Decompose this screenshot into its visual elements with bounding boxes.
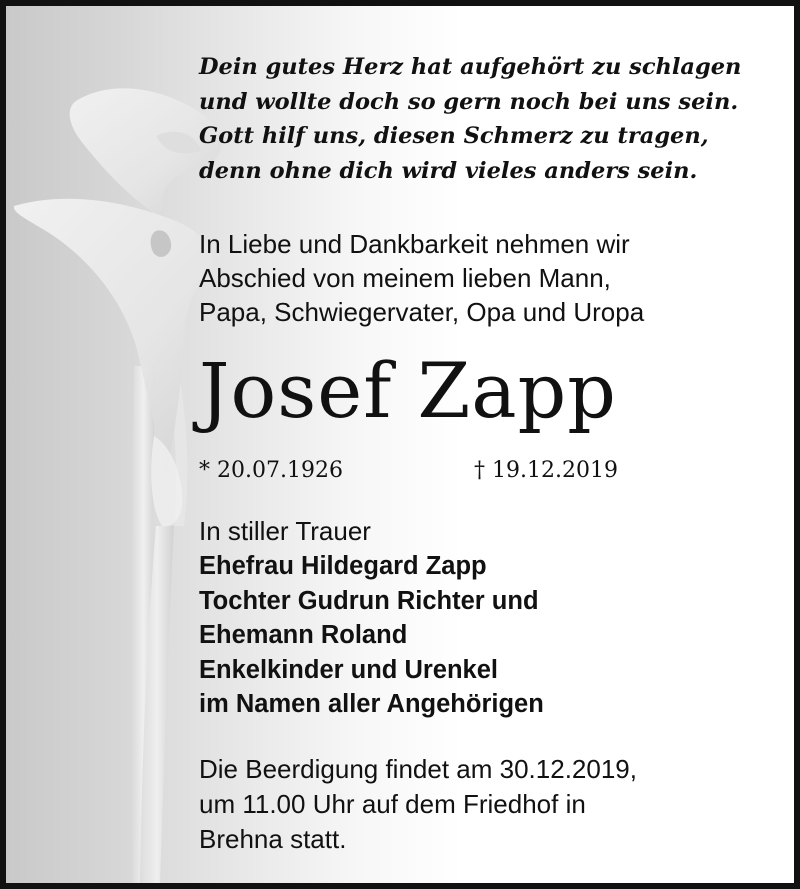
death-date: † 19.12.2019 xyxy=(474,458,618,483)
poem-line: und wollte doch so gern noch bei uns sein. xyxy=(199,88,739,115)
mourner-line: Enkelkinder und Urenkel xyxy=(199,655,499,684)
funeral-line: um 11.00 Uhr auf dem Friedhof in xyxy=(199,789,586,819)
farewell-intro xyxy=(199,227,644,329)
intro-line: Abschied von meinem lieben Mann, xyxy=(199,263,611,293)
mourner-line: im Namen aller Angehörigen xyxy=(199,690,544,718)
funeral-line: Brehna statt. xyxy=(199,824,347,854)
mourners-list xyxy=(199,549,544,722)
intro-line: In Liebe und Dankbarkeit nehmen wir xyxy=(199,229,630,259)
poem-line: denn ohne dich wird vieles anders sein. xyxy=(199,157,698,184)
poem-line: Dein gutes Herz hat aufgehört zu schlagen xyxy=(199,54,742,80)
mourner-line: Tochter Gudrun Richter und xyxy=(199,586,539,615)
funeral-notice xyxy=(199,752,637,857)
funeral-line: Die Beerdigung findet am 30.12.2019, xyxy=(199,754,637,784)
intro-line: Papa, Schwiegervater, Opa und Uropa xyxy=(199,297,645,327)
poem xyxy=(199,50,741,188)
poem-line: Gott hilf uns, diesen Schmerz zu tragen, xyxy=(199,123,709,149)
mourner-line: Ehefrau Hildegard Zapp xyxy=(199,552,487,580)
mourner-line: Ehemann Roland xyxy=(199,621,408,649)
birth-date: * 20.07.1926 xyxy=(199,458,343,483)
mourning-intro: In stiller Trauer xyxy=(199,516,371,546)
deceased-name: Josef Zapp xyxy=(199,346,617,435)
